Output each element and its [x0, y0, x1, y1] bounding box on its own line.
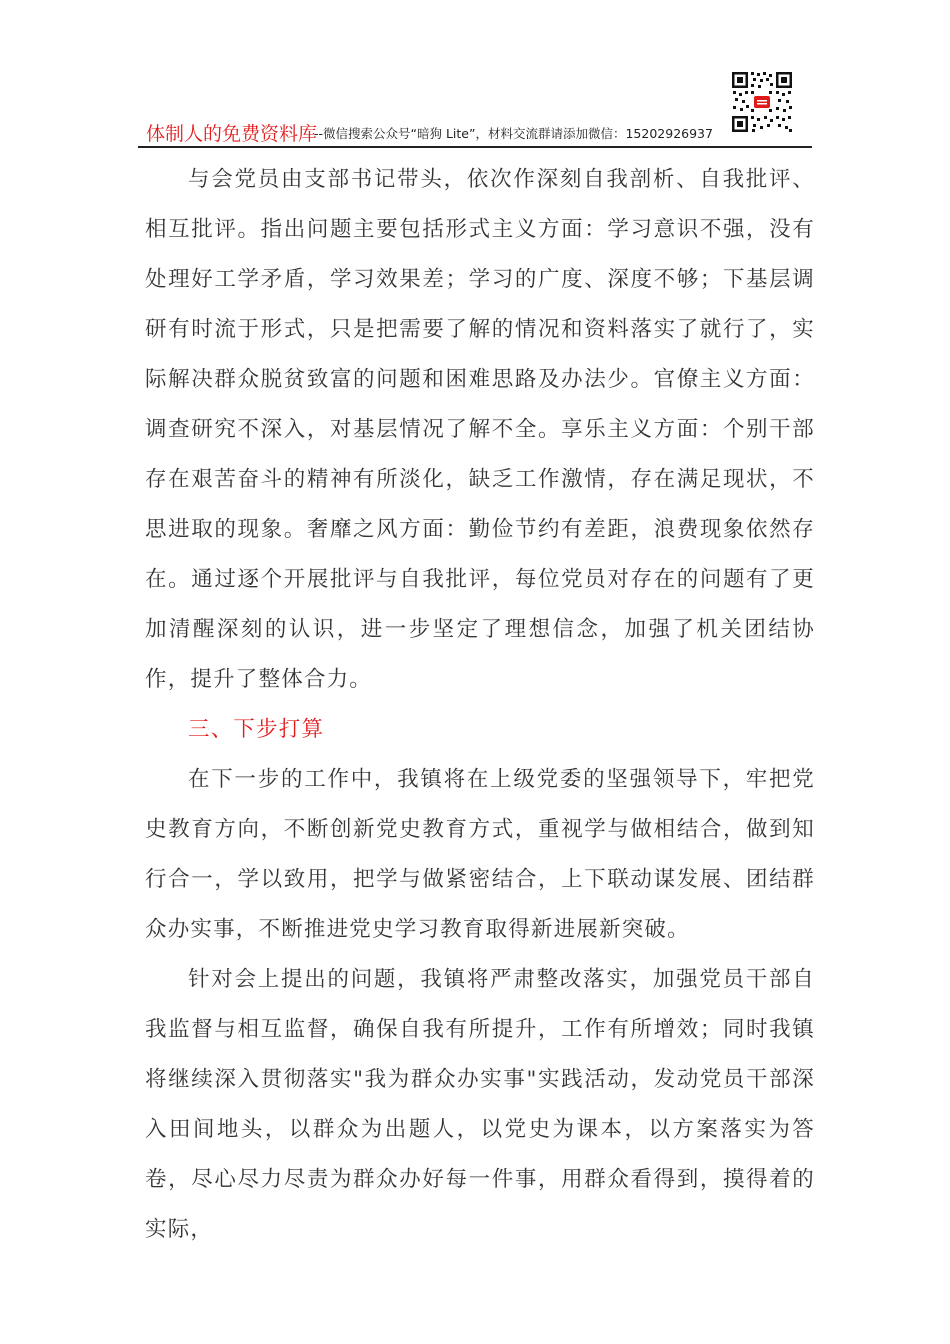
- qr-code-icon: [731, 71, 793, 133]
- section-heading: 三、下步打算: [188, 717, 325, 742]
- body-paragraph-3: 针对会上提出的问题，我镇将严肃整改落实，加强党员干部自我监督与相互监督，确保自我有所提升，工作有所增效；同时我镇将继续深入贯彻落实"我为群众办实事"实践活动，发动党员干部深入田间地头，以群众为出题人，以党史为课本，以方案落实为答卷，尽心尽力尽责为群众办好每一件事，用群众看得到，摸得着的实际，: [145, 967, 815, 1242]
- page-header: [138, 68, 812, 146]
- body-paragraph-2: 在下一步的工作中，我镇将在上级党委的坚强领导下，牢把党史教育方向，不断创新党史教育方式，重视学与做相结合，做到知行合一，学以致用，把学与做紧密结合，上下联动谋发展、团结群众办实事，不断推进党史学习教育取得新进展新突破。: [145, 767, 815, 942]
- brand-title: 体制人的免费资料库: [146, 123, 318, 145]
- header-tagline: --微信搜索公众号“暗狗 Lite”，材料交流群请添加微信：15202926937: [314, 126, 713, 141]
- header-divider: [138, 146, 812, 148]
- document-body: [145, 155, 815, 1255]
- body-paragraph-1: 与会党员由支部书记带头，依次作深刻自我剖析、自我批评、相互批评。指出问题主要包括形式主义方面：学习意识不强，没有处理好工学矛盾，学习效果差；学习的广度、深度不够；下基层调研有时流于形式，只是把需要了解的情况和资料落实了就行了，实际解决群众脱贫致富的问题和困难思路及办法少。官僚主义方面：调查研究不深入，对基层情况了解不全。享乐主义方面：个别干部存在艰苦奋斗的精神有所淡化，缺乏工作激情，存在满足现状，不思进取的现象。奢靡之风方面：勤俭节约有差距，浪费现象依然存在。通过逐个开展批评与自我批评，每位党员对存在的问题有了更加清醒深刻的认识，进一步坚定了理想信念，加强了机关团结协作，提升了整体合力。: [145, 167, 815, 692]
